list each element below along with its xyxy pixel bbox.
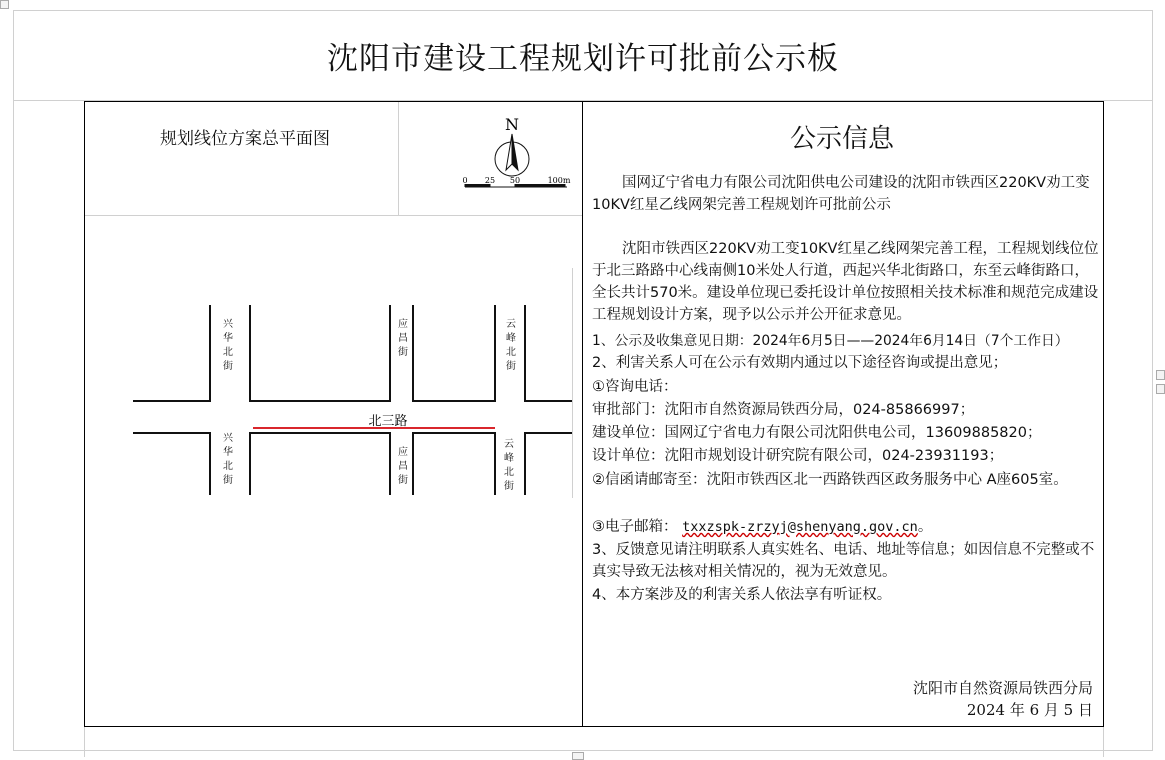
street-label-xinghua-north: 兴华北街 xyxy=(223,319,233,372)
signature-org: 沈阳市自然资源局铁西分局 xyxy=(912,679,1093,697)
notice-item-4: 4、本方案涉及的利害关系人依法享有听证权。 xyxy=(592,587,892,603)
street-label-yunfeng-south: 云峰北街 xyxy=(504,439,514,492)
street-label-yunfeng-north: 云峰北街 xyxy=(506,319,516,372)
scale-tick-label: 50 xyxy=(509,176,521,185)
email-line xyxy=(592,516,1100,538)
street-label-xinghua-south: 兴华北街 xyxy=(223,433,233,486)
page-guide xyxy=(84,727,85,757)
page-guide xyxy=(398,102,399,215)
scale-tick-label: 0 xyxy=(462,176,468,185)
frame-border xyxy=(84,726,1104,727)
north-arrow-icon xyxy=(455,112,575,196)
scale-tick-label: 100m xyxy=(547,176,571,185)
approval-dept: 审批部门：沈阳市自然资源局铁西分局，024-85866997； xyxy=(592,402,975,418)
column-divider xyxy=(582,101,583,727)
notice-item-1: 1、公示及收集意见日期：2024年6月5日——2024年6月14日（7个工作日） xyxy=(592,333,1069,349)
road-label-beisanlu: 北三路 xyxy=(368,414,408,429)
scale-tick-label: 25 xyxy=(484,176,496,185)
notice-body: 沈阳市铁西区220KV劝工变10KV红星乙线网架完善工程，工程规划线位位于北三路路中心线南侧10米处人行道，西起兴华北街路口，东至云峰街路口，全长共计570米。建设单位现已委托设计单位按照相关技术标准和规范完成建设工程规划设计方案，现予以公示并公开征求意见。 xyxy=(592,241,1099,323)
email-link[interactable]: txxzspk-zrzyj@shenyang.gov.cn xyxy=(682,519,918,535)
signature-date: 2024 年 6 月 5 日 xyxy=(966,701,1093,719)
resize-handle-icon[interactable] xyxy=(572,752,584,760)
frame-border xyxy=(1103,101,1104,727)
notice-heading: 公示信息 xyxy=(789,124,894,154)
street-label-yingchang-north: 应昌街 xyxy=(398,319,408,358)
email-label: ③电子邮箱： xyxy=(592,519,678,535)
designer-unit: 设计单位：沈阳市规划设计研究院有限公司，024-23931193； xyxy=(592,448,1004,464)
email-end: 。 xyxy=(917,519,933,535)
page-guide xyxy=(13,10,14,750)
consult-phone-title: ①咨询电话： xyxy=(592,379,678,395)
table-handle-icon[interactable] xyxy=(0,0,9,9)
mail-address: ②信函请邮寄至：沈阳市铁西区北一西路铁西区政务服务中心 A座605室。 xyxy=(592,472,1068,488)
board-title: 沈阳市建设工程规划许可批前公示板 xyxy=(327,40,839,77)
page-guide xyxy=(85,215,582,216)
notice-intro: 国网辽宁省电力有限公司沈阳供电公司建设的沈阳市铁西区220KV劝工变10KV红星乙线网架完善工程规划许可批前公示 xyxy=(592,175,1090,213)
notice-item-2: 2、利害关系人可在公示有效期内通过以下途径咨询或提出意见； xyxy=(592,355,1008,371)
north-label: N xyxy=(505,115,519,134)
resize-handle-icon[interactable] xyxy=(1156,370,1165,380)
frame-border xyxy=(84,101,1104,102)
builder-unit: 建设单位：国网辽宁省电力有限公司沈阳供电公司，13609885820； xyxy=(592,425,1042,441)
map-title: 规划线位方案总平面图 xyxy=(160,129,330,149)
resize-handle-icon[interactable] xyxy=(1156,384,1165,394)
page-guide xyxy=(1152,10,1153,750)
notice-item-3: 3、反馈意见请注明联系人真实姓名、电话、地址等信息；如因信息不完整或不真实导致无法核对相关情况的，视为无效意见。 xyxy=(592,542,1095,580)
frame-border xyxy=(84,101,85,727)
page-guide xyxy=(13,750,1153,751)
page-guide xyxy=(1103,727,1104,757)
street-label-yingchang-south: 应昌街 xyxy=(398,447,408,486)
